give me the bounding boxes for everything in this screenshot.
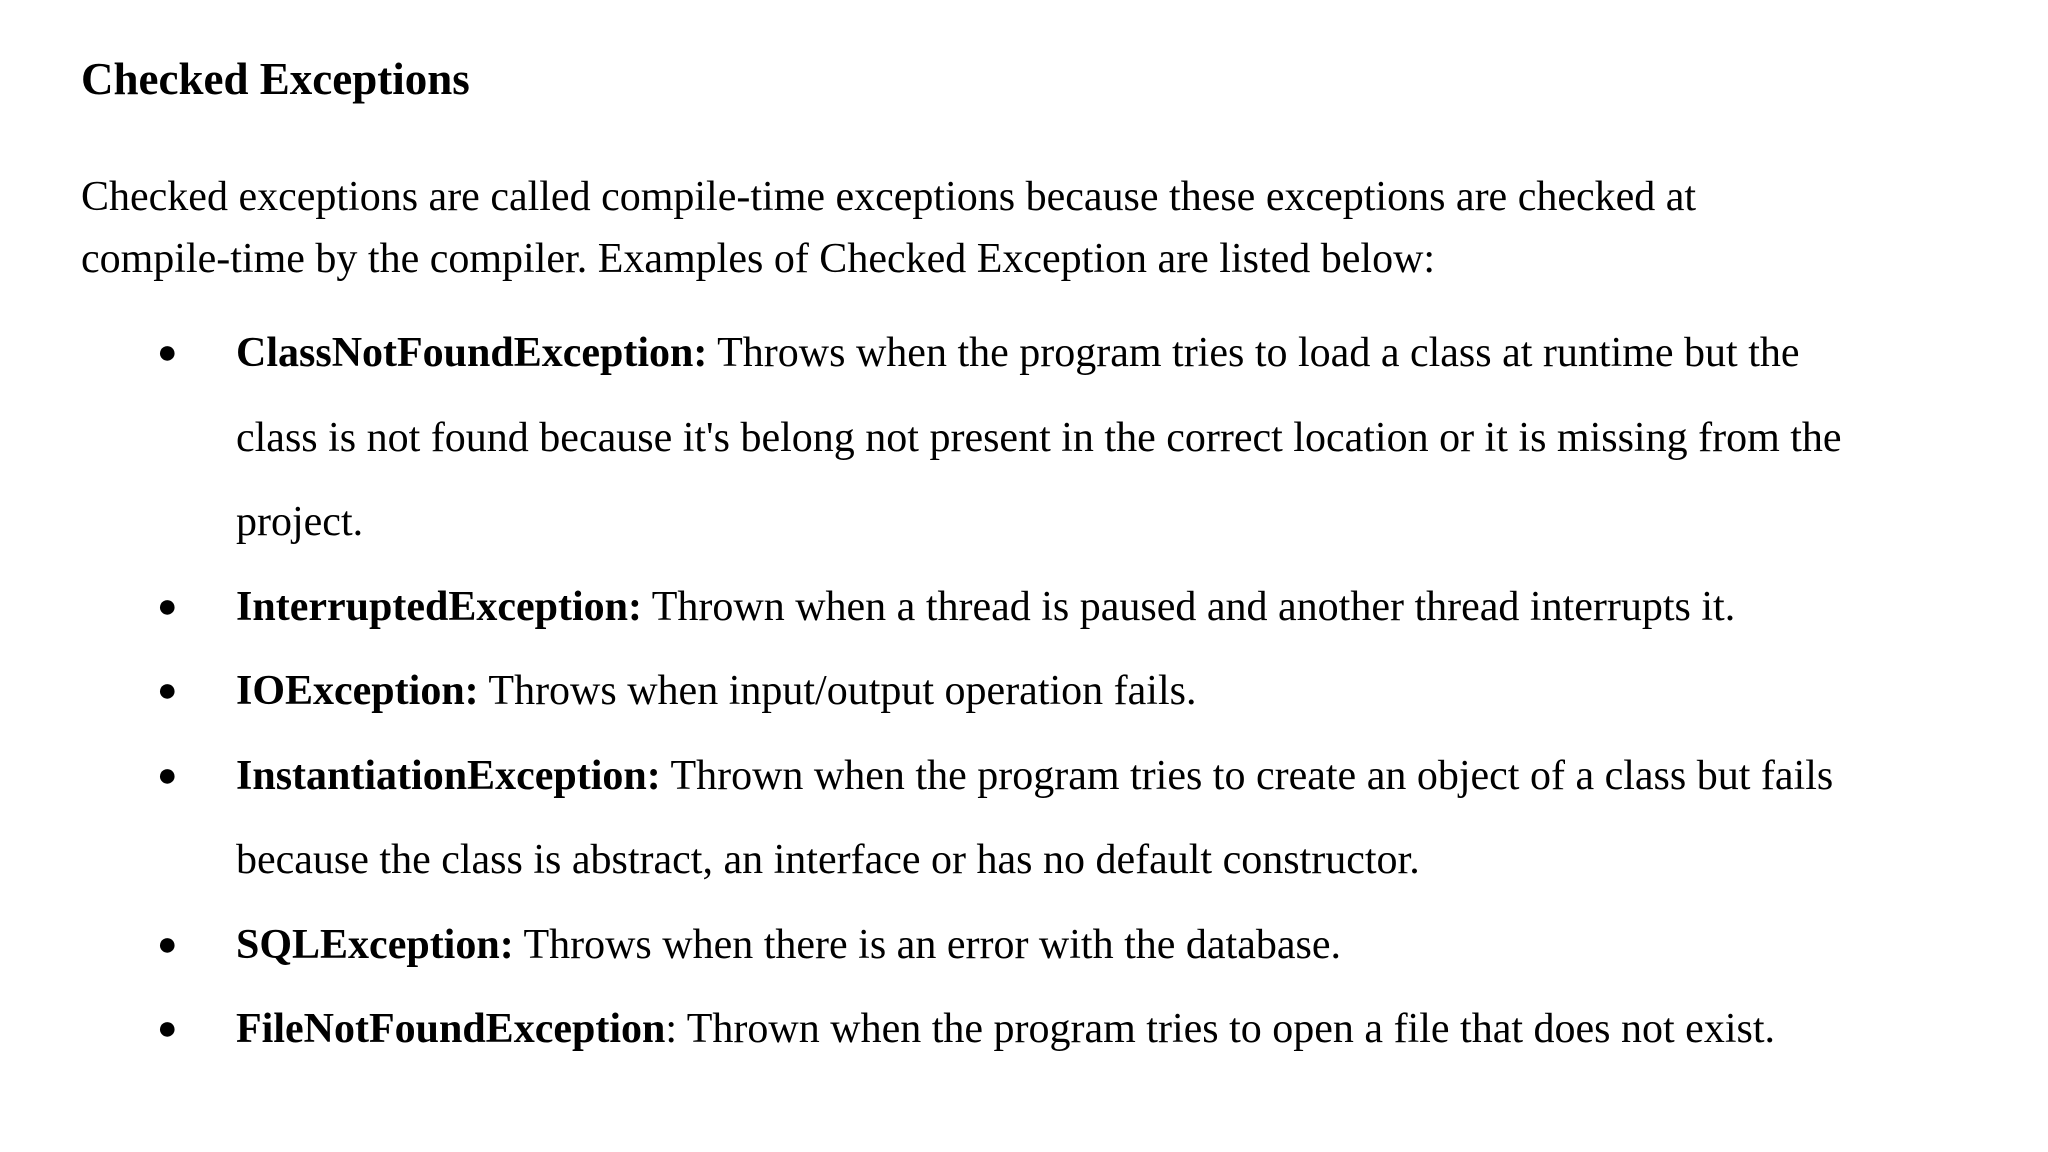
exception-term: InstantiationException: <box>236 752 661 799</box>
item-line: because the class is abstract, an interface or has no default constructor. <box>236 837 1420 883</box>
section-heading: Checked Exceptions <box>81 54 470 104</box>
list-item <box>81 903 1981 988</box>
item-line: project. <box>236 499 364 545</box>
intro-line: Checked exceptions are called compile-time exceptions because these exceptions are checked at <box>81 174 1697 220</box>
exception-description: Throws when there is an error with the database. <box>513 921 1341 968</box>
item-line <box>236 649 1981 734</box>
bullet-icon: ● <box>157 756 178 794</box>
list-item <box>81 565 1981 650</box>
list-item <box>81 649 1981 734</box>
item-line <box>236 903 1981 988</box>
exception-description: Throws when input/output operation fails. <box>478 668 1197 714</box>
exception-term: FileNotFoundException <box>236 1006 666 1052</box>
exception-term: ClassNotFoundException: <box>236 330 708 376</box>
item-line <box>236 311 1981 396</box>
exception-term: SQLException: <box>236 921 514 968</box>
list-item <box>81 311 1981 565</box>
item-line: class is not found because it's belong not present in the correct location or it is missing from the <box>236 414 1842 461</box>
item-line <box>236 734 1981 819</box>
item-line <box>236 987 1981 1072</box>
exception-description: Throws when the program tries to load a class at runtime but the <box>707 330 1800 376</box>
intro-line: compile-time by the compiler. Examples of Checked Exception are listed below: <box>81 236 1436 282</box>
bullet-icon: ● <box>157 672 178 709</box>
exception-description: Thrown when a thread is paused and another thread interrupts it. <box>641 583 1736 630</box>
list-item <box>81 734 1981 903</box>
exception-term: InterruptedException: <box>236 583 642 630</box>
item-line <box>236 565 1981 650</box>
exception-description: Thrown when the program tries to create an object of a class but fails <box>660 752 1834 799</box>
bullet-icon: ● <box>157 587 178 625</box>
bullet-icon: ● <box>157 925 178 963</box>
exception-term: IOException: <box>236 668 479 714</box>
exception-list <box>81 311 1981 1072</box>
exception-description: : Thrown when the program tries to open a file that does not exist. <box>665 1006 1775 1052</box>
list-item <box>81 987 1981 1072</box>
intro-paragraph <box>81 166 1941 290</box>
bullet-icon: ● <box>157 1010 178 1047</box>
bullet-icon: ● <box>157 334 178 371</box>
